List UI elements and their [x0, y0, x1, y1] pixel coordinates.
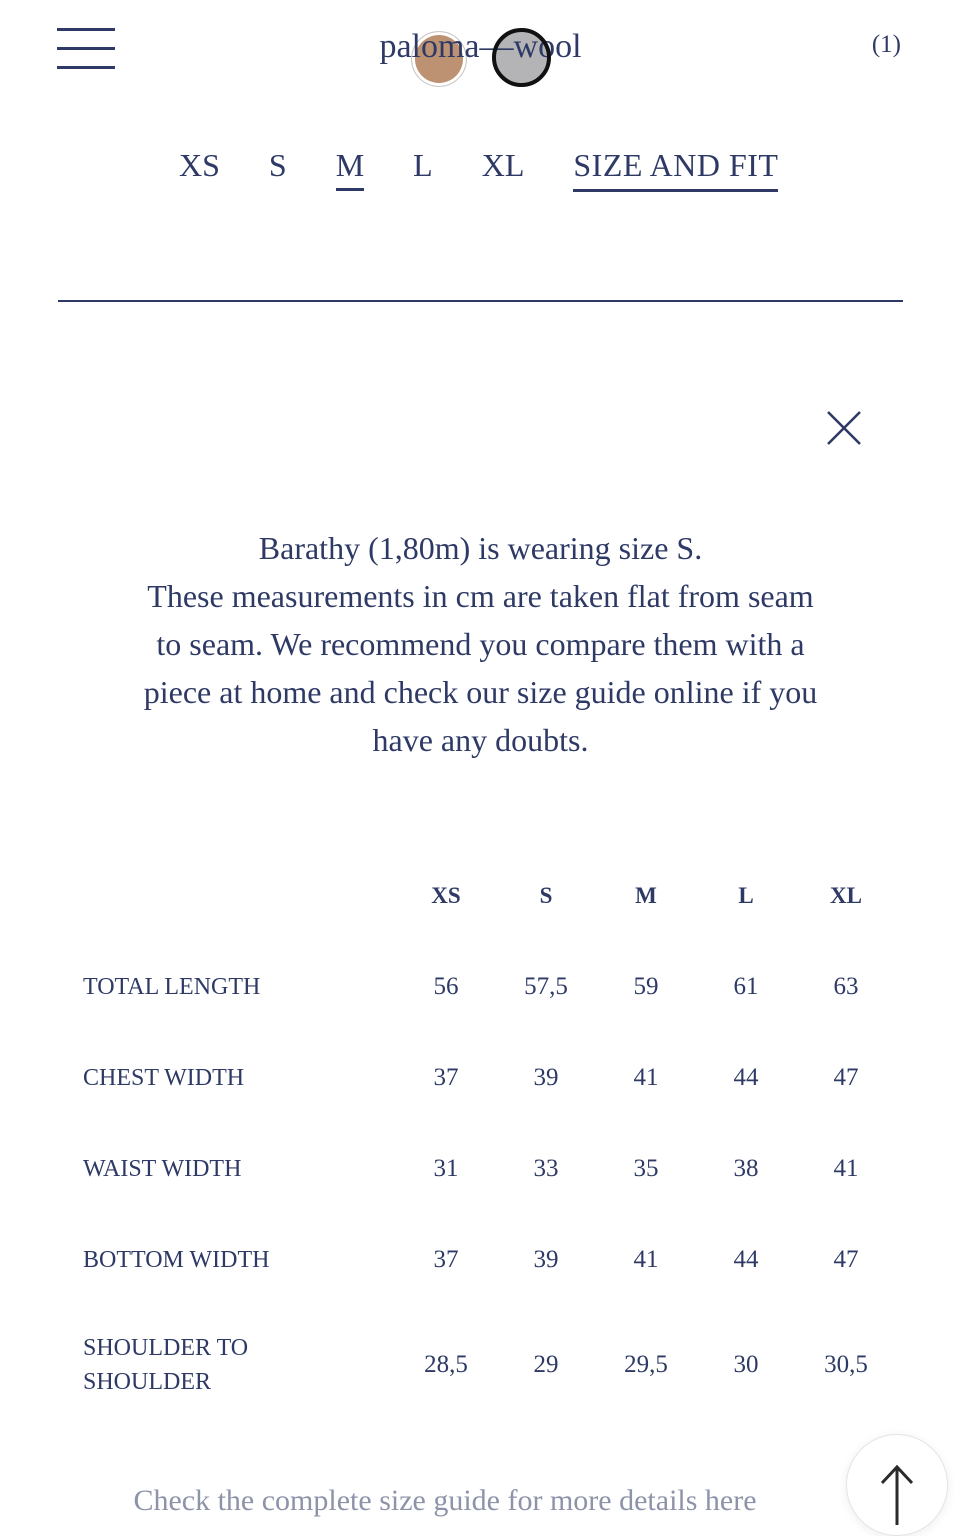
brand-logo[interactable]: paloma—wool — [379, 28, 582, 65]
scroll-top-button[interactable] — [846, 1434, 948, 1536]
column-header-xl: XL — [830, 882, 862, 908]
hamburger-icon — [57, 28, 115, 31]
table-cell: 33 — [533, 1154, 559, 1182]
size-table — [83, 850, 903, 1425]
column-header-s: S — [539, 882, 553, 908]
row-label: TOTAL LENGTH — [83, 973, 261, 1000]
table-cell: 38 — [733, 1154, 759, 1182]
table-cell: 39 — [533, 1063, 559, 1091]
close-button[interactable] — [820, 404, 868, 452]
table-row-total-length — [83, 941, 903, 1032]
table-cell: 63 — [833, 972, 859, 1000]
table-cell: 44 — [733, 1245, 759, 1273]
table-cell: 29 — [533, 1351, 559, 1378]
size-selector — [179, 146, 778, 192]
size-option-s[interactable]: S — [268, 147, 287, 183]
measurement-text-line: piece at home and check our size guide online if you — [143, 674, 818, 710]
table-cell: 39 — [533, 1245, 559, 1273]
header-divider — [58, 300, 903, 302]
table-cell: 47 — [833, 1245, 859, 1273]
table-cell: 30,5 — [824, 1351, 868, 1378]
table-row-waist-width — [83, 1123, 903, 1214]
table-row-chest-width — [83, 1032, 903, 1123]
cart-count[interactable]: (1) — [871, 31, 901, 58]
size-option-xl[interactable]: XL — [481, 147, 525, 183]
column-header-l: L — [738, 882, 754, 908]
table-row-bottom-width — [83, 1214, 903, 1305]
size-option-l[interactable]: L — [413, 147, 433, 183]
measurement-text-line: These measurements in cm are taken flat from seam — [147, 578, 814, 614]
close-icon — [820, 404, 868, 452]
table-cell: 47 — [833, 1063, 859, 1091]
measurement-text-line: to seam. We recommend you compare them with a — [156, 626, 805, 662]
table-cell: 31 — [433, 1154, 459, 1182]
table-cell: 41 — [633, 1063, 659, 1091]
table-cell: 61 — [733, 972, 759, 1000]
column-header-m: M — [635, 882, 657, 908]
row-label: CHEST WIDTH — [83, 1064, 245, 1091]
table-row-shoulder-to-shoulder — [83, 1305, 903, 1425]
table-cell: 29,5 — [624, 1351, 668, 1378]
table-cell: 44 — [733, 1063, 759, 1091]
table-cell: 57,5 — [524, 972, 568, 1000]
size-guide-intro — [0, 524, 961, 764]
size-option-xs[interactable]: XS — [179, 147, 220, 183]
row-label: SHOULDER TO SHOULDER — [83, 1335, 249, 1395]
arrow-up-icon — [874, 1459, 920, 1529]
column-header-xs: XS — [431, 882, 461, 908]
hamburger-icon — [57, 47, 115, 50]
hamburger-icon — [57, 66, 115, 69]
table-cell: 41 — [833, 1154, 859, 1182]
size-and-fit-link[interactable]: SIZE AND FIT — [573, 146, 778, 192]
table-cell: 30 — [733, 1351, 759, 1378]
footer-partial-text: Check the complete size guide for more details here — [133, 1484, 757, 1517]
model-size-line: Barathy (1,80m) is wearing size S. — [258, 530, 703, 566]
table-cell: 37 — [433, 1245, 459, 1273]
menu-button[interactable] — [57, 28, 115, 69]
table-cell: 59 — [633, 972, 659, 1000]
row-label: BOTTOM WIDTH — [83, 1246, 270, 1273]
row-label: WAIST WIDTH — [83, 1155, 242, 1182]
table-cell: 37 — [433, 1063, 459, 1091]
table-cell: 41 — [633, 1245, 659, 1273]
measurement-text-line: have any doubts. — [372, 722, 589, 758]
table-cell: 56 — [433, 972, 459, 1000]
size-option-m[interactable]: M — [336, 146, 364, 191]
table-header-row — [83, 850, 903, 941]
table-cell: 28,5 — [424, 1351, 468, 1378]
table-cell: 35 — [633, 1154, 659, 1182]
